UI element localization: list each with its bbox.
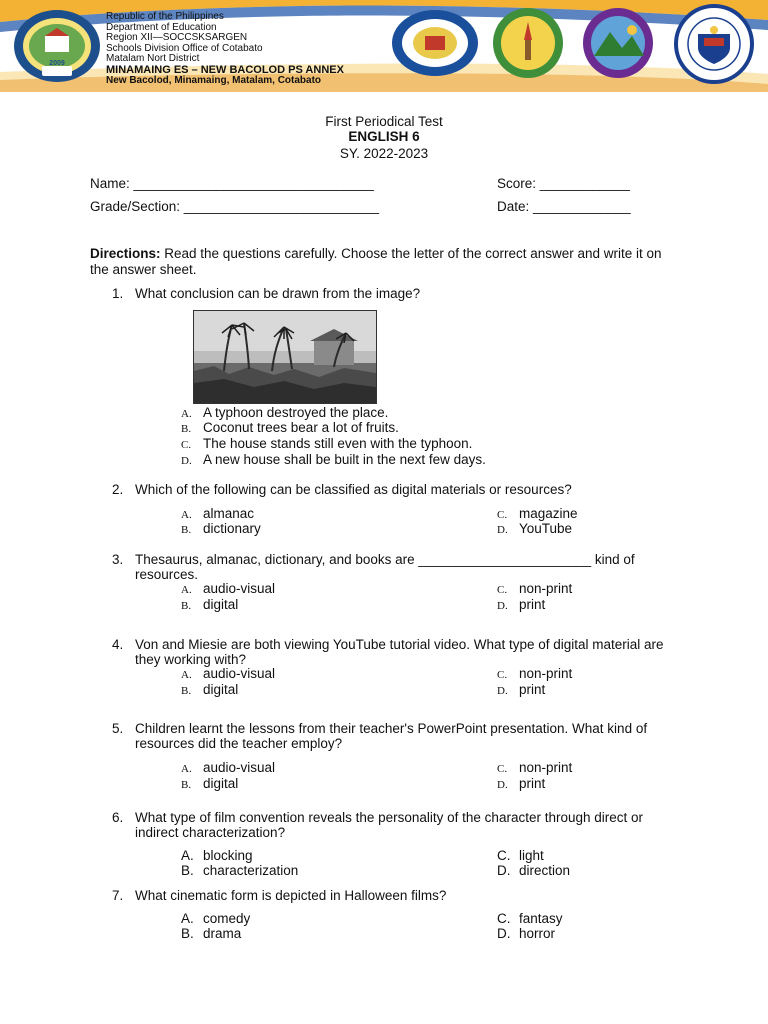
option-text: fantasy [519, 911, 563, 926]
option-letter: C. [181, 439, 192, 451]
question-3-text: Thesaurus, almanac, dictionary, and books are _______________________ kind of resources. [135, 552, 635, 583]
letterhead-line-deped: Department of Education [106, 21, 217, 33]
name-field[interactable]: Name: ________________________________ [90, 176, 374, 191]
option-letter: D. [181, 455, 192, 467]
question-1-option-c[interactable] [181, 436, 472, 451]
question-7-option-b[interactable] [181, 926, 241, 941]
option-text: characterization [203, 863, 299, 878]
option-text: YouTube [519, 521, 573, 536]
option-letter: B. [181, 685, 192, 697]
question-6-number: 6. [112, 810, 124, 825]
option-text: A new house shall be built in the next few days. [203, 452, 486, 467]
option-letter: B. [181, 863, 194, 878]
letterhead-school-name: MINAMAING ES – NEW BACOLOD PS ANNEX [106, 63, 344, 76]
question-2-number: 2. [112, 482, 124, 497]
division-seal-logo [484, 6, 572, 80]
option-letter: B. [181, 423, 192, 435]
subject-title: ENGLISH 6 [348, 129, 420, 144]
question-2-option-d[interactable] [497, 521, 572, 536]
option-text: almanac [203, 506, 255, 521]
option-text: The house stands still even with the typhoon. [203, 436, 473, 451]
question-1-number: 1. [112, 286, 124, 301]
option-letter: D. [497, 600, 508, 612]
question-1-option-a[interactable] [181, 405, 388, 420]
option-letter: D. [497, 524, 508, 536]
school-letterhead-banner [0, 0, 768, 92]
question-6-option-a[interactable] [181, 848, 253, 863]
question-3-number: 3. [112, 552, 124, 567]
question-2-option-b[interactable] [181, 521, 261, 536]
option-letter: A. [181, 408, 192, 420]
option-text: blocking [203, 848, 253, 863]
letterhead-address: New Bacolod, Minamaing, Matalam, Cotabato [106, 74, 322, 86]
question-2-option-a[interactable] [181, 506, 254, 521]
option-letter: C. [497, 763, 508, 775]
option-letter: A. [181, 669, 192, 681]
question-4-number: 4. [112, 637, 124, 652]
option-text: non-print [519, 760, 573, 775]
date-field[interactable]: Date: _____________ [497, 199, 631, 214]
question-4-option-a[interactable] [181, 666, 275, 681]
question-5-text: Children learnt the lessons from their teacher's PowerPoint presentation. What kind of resources did the teacher employ? [135, 721, 648, 752]
question-4-text: Von and Miesie are both viewing YouTube tutorial video. What type of digital material are they working with? [135, 637, 664, 668]
option-letter: C. [497, 848, 511, 863]
question-5-option-a[interactable] [181, 760, 275, 775]
question-7-text: What cinematic form is depicted in Halloween films? [135, 888, 447, 903]
option-letter: B. [181, 926, 194, 941]
option-letter: D. [497, 685, 508, 697]
option-text: dictionary [203, 521, 261, 536]
option-text: light [519, 848, 544, 863]
question-2-text: Which of the following can be classified as digital materials or resources? [135, 482, 572, 497]
option-text: digital [203, 597, 239, 612]
typhoon-damage-image [194, 311, 376, 403]
option-letter: C. [497, 669, 508, 681]
option-letter: C. [497, 911, 511, 926]
question-6-option-d[interactable] [497, 863, 570, 878]
school-year: SY. 2022-2023 [339, 146, 429, 161]
option-text: digital [203, 682, 239, 697]
option-text: audio-visual [203, 666, 276, 681]
deped-seal-logo [390, 8, 480, 78]
question-4-option-b[interactable] [181, 682, 238, 697]
letterhead-text [106, 12, 344, 86]
typhoon-damage-photo [193, 310, 377, 404]
option-letter: A. [181, 911, 194, 926]
question-7-option-c[interactable] [497, 911, 563, 926]
option-letter: A. [181, 848, 194, 863]
option-letter: D. [497, 926, 511, 941]
directions-label: Directions: [90, 246, 161, 261]
question-6-text: What type of film convention reveals the personality of the character through direct or indirect characterization? [135, 810, 644, 841]
option-text: non-print [519, 666, 573, 681]
question-5-option-b[interactable] [181, 776, 238, 791]
option-letter: A. [181, 509, 192, 521]
option-letter: B. [181, 779, 192, 791]
district-seal-logo [574, 6, 662, 80]
option-letter: C. [497, 584, 508, 596]
option-text: non-print [519, 581, 573, 596]
question-6-option-c[interactable] [497, 848, 544, 863]
question-4-option-c[interactable] [497, 666, 572, 681]
option-letter: D. [497, 779, 508, 791]
question-5-option-d[interactable] [497, 776, 545, 791]
option-letter: A. [181, 584, 192, 596]
option-letter: B. [181, 600, 192, 612]
letterhead-line-district: Matalam Nort District [106, 53, 200, 65]
question-1-text: What conclusion can be drawn from the image? [135, 286, 421, 301]
question-3-option-b[interactable] [181, 597, 238, 612]
directions [90, 246, 680, 277]
option-text: print [519, 597, 546, 612]
letterhead-line-republic: Republic of the Philippines [106, 11, 224, 22]
question-3-option-a[interactable] [181, 581, 275, 596]
option-text: audio-visual [203, 581, 276, 596]
score-field[interactable]: Score: ____________ [497, 176, 630, 191]
question-7-number: 7. [112, 888, 124, 903]
question-1-option-b[interactable] [181, 420, 399, 435]
option-letter: A. [181, 763, 192, 775]
school-seal-logo [12, 8, 102, 84]
question-6-option-b[interactable] [181, 863, 298, 878]
option-text: A typhoon destroyed the place. [203, 405, 389, 420]
option-text: audio-visual [203, 760, 276, 775]
question-4-option-d[interactable] [497, 682, 545, 697]
question-3-option-c[interactable] [497, 581, 572, 596]
option-text: print [519, 682, 546, 697]
test-title: First Periodical Test [325, 114, 443, 129]
option-text: Coconut trees bear a lot of fruits. [203, 420, 399, 435]
question-7-option-a[interactable] [181, 911, 250, 926]
letterhead-line-division: Schools Division Office of Cotabato [106, 42, 263, 54]
option-text: comedy [203, 911, 251, 926]
option-text: digital [203, 776, 239, 791]
question-3-option-d[interactable] [497, 597, 545, 612]
grade-section-field[interactable]: Grade/Section: __________________________ [90, 199, 380, 214]
option-text: direction [519, 863, 571, 878]
question-5-option-c[interactable] [497, 760, 572, 775]
option-text: horror [519, 926, 556, 941]
option-text: magazine [519, 506, 578, 521]
kagawaran-seal-logo [666, 4, 762, 84]
question-2-option-c[interactable] [497, 506, 578, 521]
option-text: print [519, 776, 546, 791]
option-letter: B. [181, 524, 192, 536]
question-1-option-d[interactable] [181, 452, 486, 467]
school-seal-year: 2009 [49, 60, 65, 67]
option-letter: C. [497, 509, 508, 521]
option-letter: D. [497, 863, 511, 878]
option-text: drama [203, 926, 242, 941]
letterhead-line-region: Region XII—SOCCSKSARGEN [106, 32, 248, 44]
question-7-option-d[interactable] [497, 926, 555, 941]
question-5-number: 5. [112, 721, 124, 736]
directions-text: Read the questions carefully. Choose the letter of the correct answer and write it on the answer sheet. [90, 246, 662, 277]
